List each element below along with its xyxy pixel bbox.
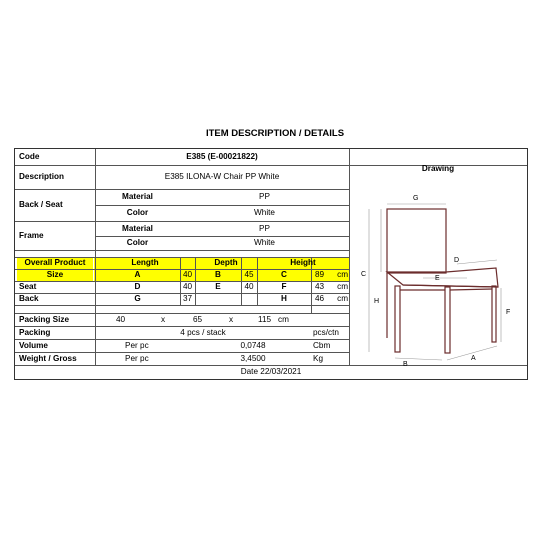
back-height-cell: [311, 294, 349, 305]
overall-depth-letter: B: [215, 270, 221, 280]
description-label: Description: [19, 172, 65, 182]
back-seat-material-label: Material: [122, 192, 153, 202]
seat-height-cell: [311, 282, 349, 293]
chair-outline-drawing: [387, 209, 498, 353]
drawing-letter-f: F: [506, 309, 511, 316]
drawing-letter-b: B: [403, 361, 408, 368]
weight-label: Weight / Gross: [19, 353, 77, 363]
depth-header: Depth: [214, 258, 238, 268]
chair-drawing: [347, 190, 513, 370]
seat-length: 40: [182, 282, 193, 292]
volume-value: 0,0748: [240, 340, 266, 350]
drawing-letter-g: G: [413, 195, 419, 202]
chair-back-shape: [387, 209, 446, 273]
back-seat-color-label: Color: [126, 208, 149, 218]
packing-size-length: 40: [116, 314, 126, 324]
back-unit: cm: [337, 294, 349, 304]
chair-seat-shape: [387, 268, 498, 287]
description-value: E385 ILONA-W Chair PP White: [164, 172, 280, 182]
chair-leg-front-right: [445, 287, 450, 353]
dimension-letters: [361, 195, 510, 368]
packing-size-label: Packing Size: [19, 314, 70, 324]
back-label: Back: [19, 294, 39, 304]
drawing-letter-d: D: [454, 257, 460, 264]
date-label: Date 22/03/2021: [240, 367, 302, 377]
length-header: Length: [131, 258, 159, 268]
overall-product-label: Overall Product: [24, 258, 86, 268]
frame-material: PP: [259, 223, 270, 233]
drawing-letter-c: C: [361, 271, 367, 278]
drawing-letter-a: A: [471, 355, 476, 362]
packing-size-unit: cm: [278, 314, 289, 324]
packing-size-x2: x: [229, 314, 234, 324]
packing-unit: pcs/ctn: [313, 327, 339, 337]
overall-unit: cm: [337, 270, 349, 280]
overall-height: 89: [315, 270, 325, 280]
sheet-title: ITEM DESCRIPTION / DETAILS: [205, 128, 345, 139]
volume-unit: Cbm: [313, 340, 331, 350]
back-length: 37: [182, 294, 193, 304]
frame-color-label: Color: [126, 238, 149, 248]
packing-size-x1: x: [161, 314, 166, 324]
frame-label: Frame: [19, 230, 44, 240]
drawing-label: Drawing: [421, 163, 455, 173]
back-seat-color: White: [254, 208, 275, 218]
size-label: Size: [46, 270, 64, 280]
overall-height-cell: [311, 270, 349, 281]
overall-depth: 45: [244, 270, 254, 280]
packing-value: 4 pcs / stack: [180, 327, 226, 337]
frame-material-label: Material: [122, 223, 153, 233]
seat-height: 43: [315, 282, 325, 292]
volume-label: Volume: [19, 340, 48, 350]
seat-depth: 40: [244, 282, 254, 292]
overall-height-letter: C: [281, 270, 287, 280]
volume-per: Per pc: [125, 340, 149, 350]
height-header: Height: [290, 258, 316, 268]
seat-depth-letter: E: [215, 282, 221, 292]
back-seat-label: Back / Seat: [19, 200, 63, 210]
chair-leg-front-left: [395, 286, 400, 352]
drawing-letter-h: H: [374, 298, 380, 305]
code-value: E385 (E-00021822): [186, 151, 258, 161]
frame-color: White: [254, 238, 275, 248]
back-length-letter: G: [134, 294, 141, 304]
weight-unit: Kg: [313, 353, 324, 363]
overall-length-letter: A: [134, 270, 141, 280]
dimension-lines: [369, 204, 501, 360]
overall-length: 40: [182, 270, 193, 280]
seat-height-letter: F: [281, 282, 287, 292]
back-seat-material: PP: [259, 192, 270, 202]
chair-leg-back-right: [492, 286, 496, 342]
packing-label: Packing: [19, 327, 51, 337]
seat-unit: cm: [337, 282, 349, 292]
back-height: 46: [315, 294, 325, 304]
frame-rail-right: [450, 289, 492, 290]
weight-value: 3,4500: [240, 353, 266, 363]
seat-length-letter: D: [134, 282, 141, 292]
weight-per: Per pc: [125, 353, 149, 363]
packing-size-width: 65: [193, 314, 203, 324]
packing-size-height: 115: [258, 314, 272, 324]
seat-label: Seat: [19, 282, 37, 292]
code-label: Code: [19, 151, 40, 161]
drawing-letter-e: E: [435, 275, 440, 282]
back-height-letter: H: [281, 294, 287, 304]
